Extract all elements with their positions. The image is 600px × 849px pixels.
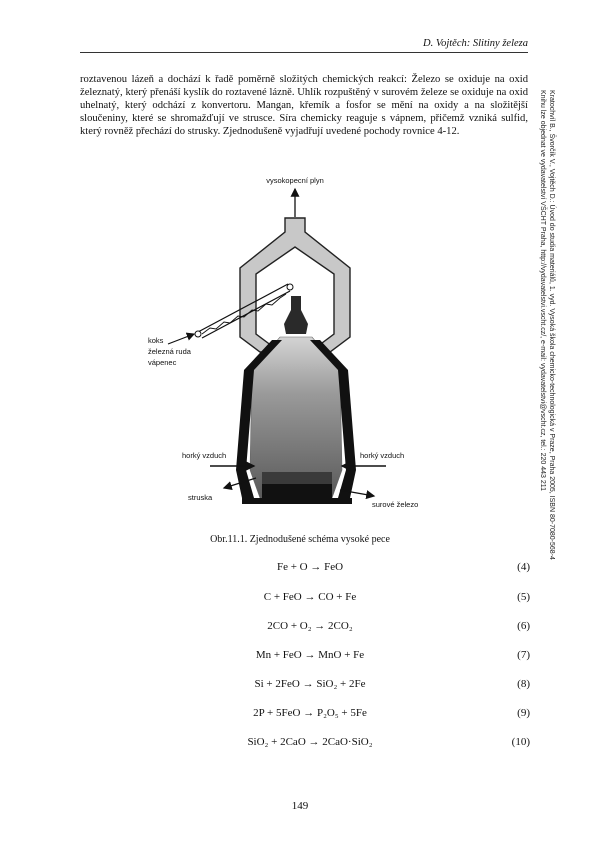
blast-furnace-diagram bbox=[150, 172, 480, 522]
equation-number: (5) bbox=[517, 591, 530, 603]
label-coke: koks bbox=[148, 336, 164, 345]
equation-expression: Mn + FeO → MnO + Fe bbox=[255, 649, 365, 661]
equation-number: (9) bbox=[517, 707, 530, 719]
equation-row bbox=[100, 591, 530, 607]
slag-layer bbox=[262, 472, 332, 484]
equation-number: (8) bbox=[517, 678, 530, 690]
figure-caption: Obr.11.1. Zjednodušené schéma vysoké pece bbox=[210, 534, 390, 545]
label-hot-air-right: horký vzduch bbox=[360, 451, 405, 460]
label-hot-air-left: horký vzduch bbox=[182, 451, 227, 460]
page-number: 149 bbox=[291, 800, 309, 812]
input-arrow bbox=[168, 334, 194, 344]
equation-expression: Si + 2FeO → SiO₂ + 2Fe bbox=[254, 678, 366, 690]
label-limestone: vápenec bbox=[148, 358, 177, 367]
equation-row bbox=[100, 707, 530, 723]
side-citation-line-1: Kratochvíl B., Švorčík V., Vojtěch D.: Úvod do studia materiálů, 1. vyd. Vysoká škola chemicko-technologická v Praze, Praha 2005, ISBN 80-7080-568-4 bbox=[548, 90, 555, 560]
hearth-base bbox=[242, 498, 352, 504]
body-paragraph: roztavenou lázeň a dochází k řadě poměrně složitých chemických reakcí: Železo se oxiduje na oxid železnatý, který přenáší kyslík do roztavené lázně. Uhlík rozpuštěný v surovém železe se oxiduje na oxid uhelnatý, který odchází z konvertoru. Mangan, křemík a fosfor se mění na oxidy a na složitější sloučeniny, které se shromažďují ve strusce. Síra chemicky reaguje s vápnem, přičemž vzniká sulfid, který rovněž přechází do strusky. Zjednodušeně vyjadřují uvedené pochody rovnice 4-12. bbox=[80, 74, 528, 138]
equation-row bbox=[100, 620, 530, 636]
equation-number: (6) bbox=[517, 620, 530, 632]
label-pig-iron: surové železo bbox=[372, 500, 419, 509]
equation-number: (7) bbox=[517, 649, 530, 661]
iron-layer bbox=[262, 484, 332, 498]
equation-expression: Fe + O → FeO bbox=[276, 561, 344, 573]
equation-expression: C + FeO → CO + Fe bbox=[263, 591, 357, 603]
charging-hopper bbox=[284, 296, 308, 334]
running-title: D. Vojtěch: Slitiny železa bbox=[423, 38, 528, 49]
equation-row bbox=[100, 736, 530, 752]
label-iron-ore: železná ruda bbox=[148, 347, 191, 356]
label-top-gas: vysokopecní plyn bbox=[266, 176, 324, 185]
equation-row bbox=[100, 561, 530, 577]
side-citation bbox=[538, 90, 556, 560]
equation-expression: 2P + 5FeO → P₂O₅ + 5Fe bbox=[253, 707, 367, 719]
equation-expression: 2CO + O₂ → 2CO₂ bbox=[267, 620, 353, 632]
side-citation-line-2: Knihu lze objednat ve vydavatelství VŠCHT Praha, http://vydavatelstvi.vscht.cz/, e-mail: vydavatelstvi@vscht.cz, tel.: 220 443 211 bbox=[539, 90, 546, 491]
equation-row bbox=[100, 678, 530, 694]
running-header bbox=[80, 38, 528, 53]
equation-expression: SiO₂ + 2CaO → 2CaO·SiO₂ bbox=[247, 736, 373, 748]
label-slag: struska bbox=[188, 493, 213, 502]
equation-number: (4) bbox=[517, 561, 530, 573]
equation-number: (10) bbox=[511, 736, 530, 748]
equation-row bbox=[100, 649, 530, 665]
